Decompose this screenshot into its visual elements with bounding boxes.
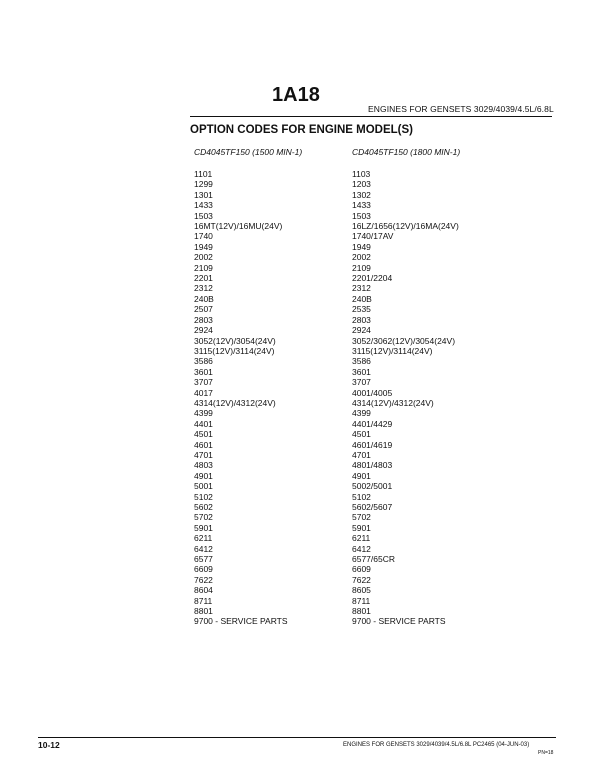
option-code: 6211: [194, 533, 213, 544]
option-code: 2803: [352, 314, 371, 325]
option-code: 4501: [352, 429, 371, 440]
section-title: OPTION CODES FOR ENGINE MODEL(S): [190, 124, 413, 136]
option-code: 6577/65CR: [352, 554, 396, 565]
option-code: 5102: [352, 491, 371, 502]
option-code: 4601/4619: [352, 439, 393, 450]
option-code: 2312: [194, 283, 213, 294]
option-code: 1301: [194, 189, 213, 200]
option-code: 240B: [352, 293, 372, 304]
option-code: 1433: [352, 200, 371, 211]
option-code: 2924: [194, 325, 213, 336]
option-code: 2507: [194, 304, 213, 315]
option-code: 3586: [194, 356, 213, 367]
option-code: 2201/2204: [352, 273, 393, 284]
footer-text: ENGINES FOR GENSETS 3029/4039/4.5L/6.8L PC2465 (04-JUN-03): [343, 742, 530, 748]
option-code: 5001: [194, 481, 213, 492]
option-code: 16MT(12V)/16MU(24V): [194, 221, 283, 232]
option-code: 2535: [352, 304, 371, 315]
option-code: 240B: [194, 293, 214, 304]
option-code: 5702: [194, 512, 213, 523]
option-code: 2109: [352, 262, 371, 273]
option-code: 1433: [194, 200, 213, 211]
option-code: 6609: [194, 564, 213, 575]
header-title: ENGINES FOR GENSETS 3029/4039/4.5L/6.8L: [368, 104, 554, 114]
option-code: 1302: [352, 189, 371, 200]
option-code: 5102: [194, 491, 213, 502]
option-code: 5901: [194, 522, 213, 533]
option-code: 4803: [194, 460, 213, 471]
option-code: 4701: [194, 449, 213, 460]
option-code: 4401: [194, 418, 213, 429]
option-code: 4901: [352, 470, 371, 481]
option-code: 9700 - SERVICE PARTS: [352, 616, 446, 627]
option-code: 2312: [352, 283, 371, 294]
option-code: 5602: [194, 502, 213, 512]
option-code: 3601: [194, 366, 213, 377]
option-code: 4314(12V)/4312(24V): [352, 397, 434, 408]
option-code: 1503: [352, 210, 371, 221]
option-code: 1299: [194, 179, 213, 190]
option-code: 4801/4803: [352, 460, 393, 471]
option-code: 3115(12V)/3114(24V): [352, 345, 433, 356]
option-code: 5602/5607: [352, 502, 393, 512]
option-code: 9700 - SERVICE PARTS: [194, 616, 288, 627]
option-code: 1949: [194, 241, 213, 252]
page-id: 1A18: [272, 84, 320, 106]
option-code: 3115(12V)/3114(24V): [194, 345, 275, 356]
option-code: 6211: [352, 533, 371, 544]
option-code: 7622: [194, 574, 213, 585]
option-code: 4399: [194, 408, 213, 419]
option-code: 8711: [194, 595, 213, 606]
option-code: 4501: [194, 429, 213, 440]
option-code-list: [194, 169, 302, 627]
option-code: 1103: [352, 169, 371, 179]
option-code: 5901: [352, 522, 371, 533]
option-code: 7622: [352, 574, 371, 585]
option-code: 1740: [194, 231, 213, 242]
option-code: 3601: [352, 366, 371, 377]
option-code: 8605: [352, 585, 371, 596]
option-code: 4001/4005: [352, 387, 393, 398]
option-code: 1101: [194, 169, 213, 179]
option-code: 2002: [194, 252, 213, 263]
option-code: 3707: [194, 377, 213, 388]
option-code: 1949: [352, 241, 371, 252]
option-code: 6412: [194, 543, 213, 554]
option-code: 4401/4429: [352, 418, 393, 429]
footer-page-number: 10-12: [38, 740, 60, 750]
option-code: 4701: [352, 449, 371, 460]
column-1800: [352, 147, 460, 627]
option-code: 8801: [352, 606, 371, 617]
option-code: 3586: [352, 356, 371, 367]
option-code: 4601: [194, 439, 213, 450]
option-code: 3052(12V)/3054(24V): [194, 335, 276, 346]
option-code-list: [352, 169, 460, 627]
option-code: 4399: [352, 408, 371, 419]
option-code: 2201: [194, 273, 213, 284]
option-code: 4314(12V)/4312(24V): [194, 397, 276, 408]
option-code: 16LZ/1656(12V)/16MA(24V): [352, 221, 459, 232]
column-1500: [194, 147, 302, 627]
option-code: 6577: [194, 554, 213, 565]
option-code: 4901: [194, 470, 213, 481]
option-code: 6609: [352, 564, 371, 575]
column-heading: CD4045TF150 (1800 MIN-1): [352, 147, 461, 157]
footer-rule: [38, 737, 556, 738]
option-code: 8711: [352, 595, 371, 606]
option-code: 6412: [352, 543, 371, 554]
option-code: 3052/3062(12V)/3054(24V): [352, 335, 456, 346]
option-code: 5702: [352, 512, 371, 523]
option-code: 2924: [352, 325, 371, 336]
footer-sub: PN=18: [538, 750, 554, 756]
option-code: 8801: [194, 606, 213, 617]
option-code: 2002: [352, 252, 371, 263]
option-code: 2109: [194, 262, 213, 273]
option-code: 2803: [194, 314, 213, 325]
option-code: 3707: [352, 377, 371, 388]
option-code: 1203: [352, 179, 371, 190]
header-rule: [190, 116, 552, 117]
option-code: 1503: [194, 210, 213, 221]
option-code: 4017: [194, 387, 213, 398]
option-code: 1740/17AV: [352, 231, 394, 242]
option-code: 8604: [194, 585, 213, 596]
column-heading: CD4045TF150 (1500 MIN-1): [194, 147, 303, 157]
option-code: 5002/5001: [352, 481, 393, 492]
